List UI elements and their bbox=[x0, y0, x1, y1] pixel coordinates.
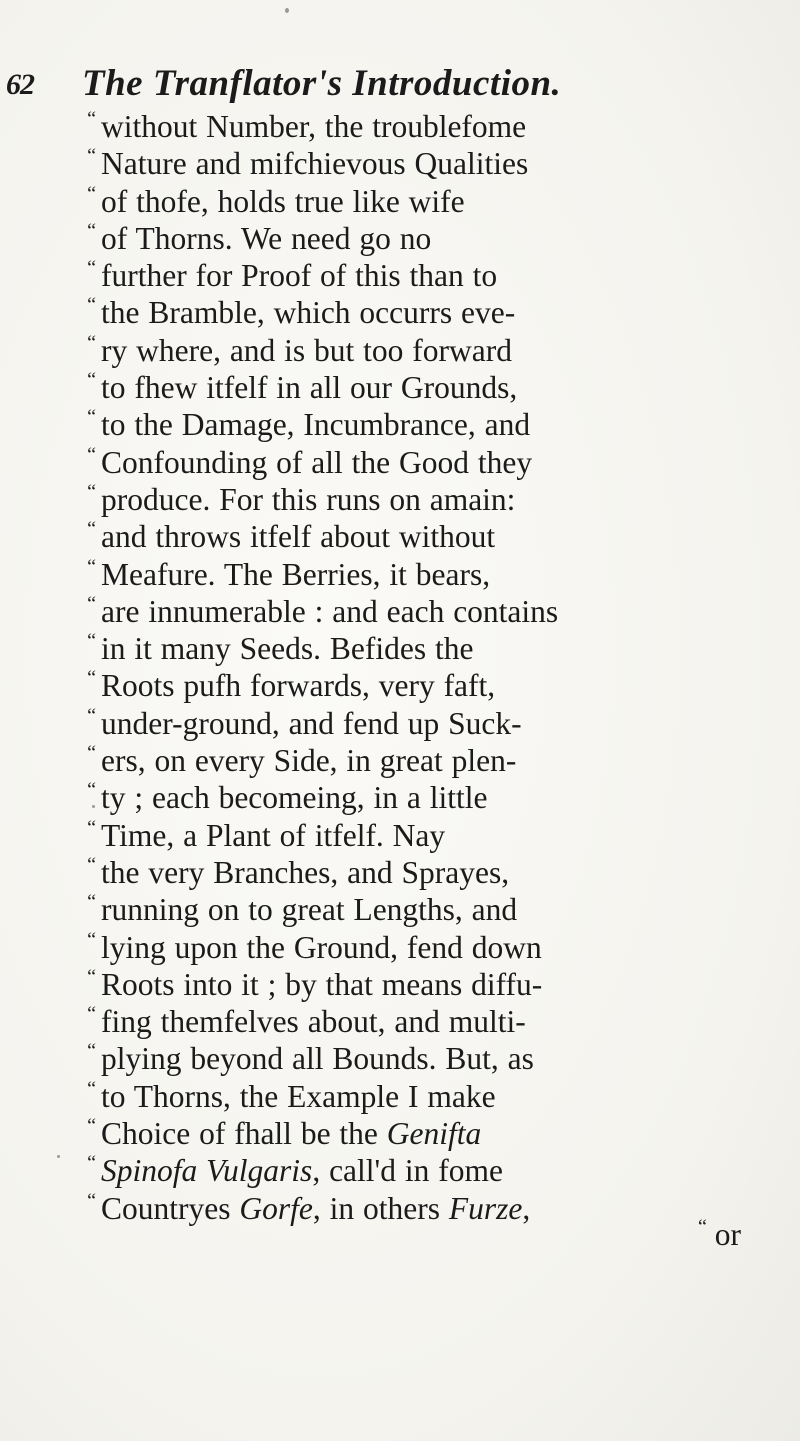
ink-speck bbox=[285, 8, 289, 13]
line-text bbox=[101, 667, 495, 704]
line-text bbox=[101, 556, 490, 593]
text-line bbox=[40, 369, 780, 406]
text-line bbox=[40, 1152, 780, 1189]
text-line bbox=[40, 742, 780, 779]
line-text bbox=[101, 518, 495, 555]
line-text bbox=[101, 481, 515, 518]
line-text bbox=[101, 1190, 530, 1227]
quote-mark: “ bbox=[87, 704, 96, 727]
roman-text: are innumerable : and each contains bbox=[101, 593, 559, 629]
roman-text: to Thorns, the Example I make bbox=[101, 1078, 496, 1114]
text-line bbox=[40, 630, 780, 667]
line-text bbox=[101, 817, 445, 854]
roman-text: of thofe, holds true like wife bbox=[101, 183, 465, 219]
text-line bbox=[40, 145, 780, 182]
line-text bbox=[101, 257, 497, 294]
roman-text: Choice of fhall be the bbox=[101, 1116, 387, 1152]
text-line bbox=[40, 593, 780, 630]
text-line bbox=[40, 779, 780, 816]
roman-text: running on to great Lengths, and bbox=[101, 892, 518, 928]
quote-mark: “ bbox=[87, 443, 96, 466]
text-line bbox=[40, 854, 780, 891]
line-text bbox=[101, 1078, 496, 1115]
italic-text: Furze bbox=[448, 1190, 523, 1226]
roman-text: , bbox=[522, 1190, 531, 1226]
line-text bbox=[101, 966, 542, 1003]
body-text bbox=[40, 108, 780, 1227]
roman-text: ers, on every Side, in great plen- bbox=[101, 743, 517, 779]
quote-mark: “ bbox=[87, 1077, 96, 1100]
line-text bbox=[101, 705, 522, 742]
quote-mark: “ bbox=[87, 1152, 96, 1175]
quote-mark: “ bbox=[87, 742, 96, 765]
quote-mark: “ bbox=[87, 928, 96, 951]
quote-mark: “ bbox=[87, 145, 96, 168]
quote-mark: “ bbox=[87, 294, 96, 317]
text-line bbox=[40, 332, 780, 369]
roman-text: under-ground, and fend up Suck- bbox=[101, 705, 522, 741]
roman-text: plying beyond all Bounds. But, as bbox=[101, 1041, 534, 1077]
line-text bbox=[101, 220, 431, 257]
line-text bbox=[101, 183, 465, 220]
italic-text: Spinofa Vulgaris bbox=[101, 1153, 313, 1189]
roman-text: , in others bbox=[312, 1190, 449, 1226]
text-line bbox=[40, 444, 780, 481]
roman-text: of Thorns. We need go no bbox=[101, 220, 432, 256]
italic-text: Gorfe bbox=[239, 1190, 313, 1226]
text-line bbox=[40, 667, 780, 704]
catchword bbox=[698, 1217, 741, 1253]
catchword-text: or bbox=[714, 1217, 742, 1252]
line-text bbox=[101, 369, 517, 406]
quote-mark: “ bbox=[87, 480, 96, 503]
roman-text: in it many Seeds. Befides the bbox=[101, 631, 474, 667]
line-text bbox=[101, 108, 526, 145]
text-line bbox=[40, 220, 780, 257]
line-text bbox=[101, 1152, 503, 1189]
line-text bbox=[101, 406, 530, 443]
text-line bbox=[40, 108, 780, 145]
line-text bbox=[101, 779, 488, 816]
roman-text: without Number, the troublefome bbox=[101, 109, 527, 144]
quote-mark: “ bbox=[87, 853, 96, 876]
roman-text: Time, a Plant of itfelf. Nay bbox=[101, 817, 446, 853]
quote-mark: “ bbox=[87, 630, 96, 653]
italic-text: Genifta bbox=[386, 1116, 482, 1152]
roman-text: to fhew itfelf in all our Grounds, bbox=[101, 370, 518, 406]
roman-text: and throws itfelf about without bbox=[101, 519, 496, 555]
line-text bbox=[101, 854, 509, 891]
catchword-quote-mark: “ bbox=[698, 1216, 707, 1238]
quote-mark: “ bbox=[87, 779, 96, 802]
text-line bbox=[40, 257, 780, 294]
quote-mark: “ bbox=[87, 1040, 96, 1063]
quote-mark: “ bbox=[87, 592, 96, 615]
line-text bbox=[101, 1040, 534, 1077]
ink-speck bbox=[92, 805, 95, 808]
line-text bbox=[101, 1115, 481, 1152]
text-line bbox=[40, 1190, 780, 1227]
quote-mark: “ bbox=[87, 369, 96, 392]
line-text bbox=[101, 444, 532, 481]
page-number: 62 bbox=[6, 68, 34, 101]
roman-text: Roots into it ; by that means diffu- bbox=[101, 966, 543, 1002]
quote-mark: “ bbox=[87, 965, 96, 988]
quote-mark: “ bbox=[87, 1115, 96, 1138]
text-line bbox=[40, 481, 780, 518]
quote-mark: “ bbox=[87, 182, 96, 205]
text-line bbox=[40, 817, 780, 854]
line-text bbox=[101, 630, 473, 667]
text-line bbox=[40, 518, 780, 555]
quote-mark: “ bbox=[87, 331, 96, 354]
roman-text: Countryes bbox=[101, 1190, 240, 1226]
line-text bbox=[101, 1003, 526, 1040]
text-line bbox=[40, 966, 780, 1003]
line-text bbox=[101, 742, 516, 779]
text-line bbox=[40, 183, 780, 220]
text-line bbox=[40, 1115, 780, 1152]
text-line bbox=[40, 1078, 780, 1115]
quote-mark: “ bbox=[87, 518, 96, 541]
text-line bbox=[40, 294, 780, 331]
roman-text: Meafure. The Berries, it bears, bbox=[101, 556, 491, 592]
roman-text: the very Branches, and Sprayes, bbox=[101, 854, 510, 890]
roman-text: ty ; each becomeing, in a little bbox=[101, 780, 488, 816]
roman-text: lying upon the Ground, fend down bbox=[101, 929, 542, 965]
roman-text: Nature and mifchievous Qualities bbox=[101, 146, 529, 182]
text-line bbox=[40, 1003, 780, 1040]
line-text bbox=[101, 929, 542, 966]
quote-mark: “ bbox=[87, 555, 96, 578]
text-line bbox=[40, 929, 780, 966]
quote-mark: “ bbox=[87, 1189, 96, 1212]
text-line bbox=[40, 556, 780, 593]
line-text bbox=[101, 891, 517, 928]
ink-speck bbox=[57, 1155, 60, 1158]
quote-mark: “ bbox=[87, 108, 96, 130]
roman-text: produce. For this runs on amain: bbox=[101, 481, 516, 517]
text-line bbox=[40, 1040, 780, 1077]
text-line bbox=[40, 705, 780, 742]
text-line bbox=[40, 891, 780, 928]
line-text bbox=[101, 332, 512, 369]
quote-mark: “ bbox=[87, 406, 96, 429]
roman-text: further for Proof of this than to bbox=[101, 258, 498, 294]
line-text bbox=[101, 294, 515, 331]
quote-mark: “ bbox=[87, 891, 96, 914]
roman-text: Confounding of all the Good they bbox=[101, 444, 533, 480]
quote-mark: “ bbox=[87, 816, 96, 839]
roman-text: the Bramble, which occurrs eve- bbox=[101, 295, 516, 331]
quote-mark: “ bbox=[87, 219, 96, 242]
line-text bbox=[101, 593, 558, 630]
quote-mark: “ bbox=[87, 1003, 96, 1026]
line-text bbox=[101, 145, 528, 182]
text-line bbox=[40, 406, 780, 443]
roman-text: Roots pufh forwards, very faft, bbox=[101, 668, 496, 704]
quote-mark: “ bbox=[87, 257, 96, 280]
quote-mark: “ bbox=[87, 667, 96, 690]
roman-text: , call'd in fome bbox=[312, 1153, 503, 1189]
roman-text: ry where, and is but too forward bbox=[101, 332, 513, 368]
running-head: The Tranflator's Introduction. bbox=[82, 63, 562, 104]
roman-text: fing themfelves about, and multi- bbox=[101, 1004, 526, 1040]
roman-text: to the Damage, Incumbrance, and bbox=[101, 407, 531, 443]
